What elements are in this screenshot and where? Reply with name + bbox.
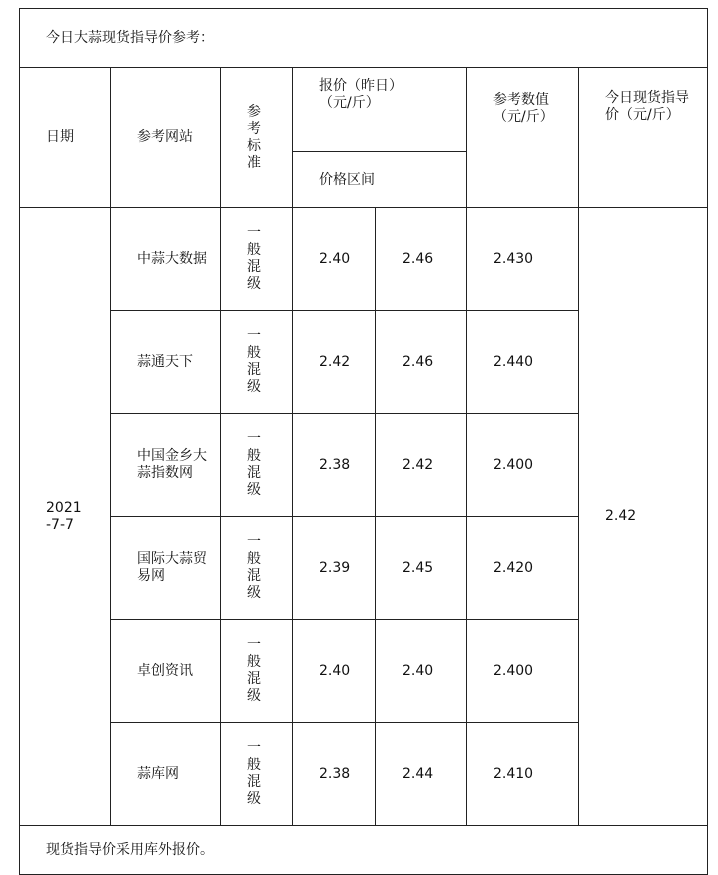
standard-cell: 一般混级: [221, 414, 293, 517]
price-high-cell: 2.45: [376, 517, 467, 620]
price-high-cell: 2.40: [376, 620, 467, 723]
today-price-cell: 2.42: [579, 208, 708, 826]
price-low-cell: 2.40: [293, 620, 376, 723]
price-high-cell: 2.46: [376, 208, 467, 311]
header-standard: 参考标准: [221, 68, 293, 208]
price-low-cell: 2.39: [293, 517, 376, 620]
price-low-cell: 2.40: [293, 208, 376, 311]
header-date: 日期: [20, 68, 111, 208]
standard-cell: 一般混级: [221, 620, 293, 723]
standard-cell: 一般混级: [221, 311, 293, 414]
site-cell: 蒜库网: [111, 723, 221, 826]
site-cell: 中国金乡大蒜指数网: [111, 414, 221, 517]
site-cell: 蒜通天下: [111, 311, 221, 414]
table-row: [20, 208, 708, 311]
price-low-cell: 2.42: [293, 311, 376, 414]
site-cell: 卓创资讯: [111, 620, 221, 723]
reference-value-cell: 2.410: [467, 723, 579, 826]
header-today-guide: 今日现货指导价（元/斤）: [579, 68, 708, 208]
reference-value-cell: 2.440: [467, 311, 579, 414]
standard-cell: 一般混级: [221, 517, 293, 620]
price-low-cell: 2.38: [293, 723, 376, 826]
header-site: 参考网站: [111, 68, 221, 208]
price-table: [19, 8, 708, 875]
reference-value-cell: 2.420: [467, 517, 579, 620]
reference-value-cell: 2.430: [467, 208, 579, 311]
header-price-yesterday: 报价（昨日）（元/斤）: [293, 68, 467, 152]
price-low-cell: 2.38: [293, 414, 376, 517]
table-footer: 现货指导价采用库外报价。: [20, 826, 708, 875]
price-high-cell: 2.46: [376, 311, 467, 414]
date-cell: 2021-7-7: [20, 208, 111, 826]
site-cell: 中蒜大数据: [111, 208, 221, 311]
header-reference-value: 参考数值（元/斤）: [467, 68, 579, 208]
price-high-cell: 2.42: [376, 414, 467, 517]
standard-cell: 一般混级: [221, 723, 293, 826]
price-high-cell: 2.44: [376, 723, 467, 826]
header-price-range: 价格区间: [293, 152, 467, 208]
table-title: 今日大蒜现货指导价参考：: [20, 9, 708, 68]
site-cell: 国际大蒜贸易网: [111, 517, 221, 620]
reference-value-cell: 2.400: [467, 620, 579, 723]
standard-cell: 一般混级: [221, 208, 293, 311]
reference-value-cell: 2.400: [467, 414, 579, 517]
